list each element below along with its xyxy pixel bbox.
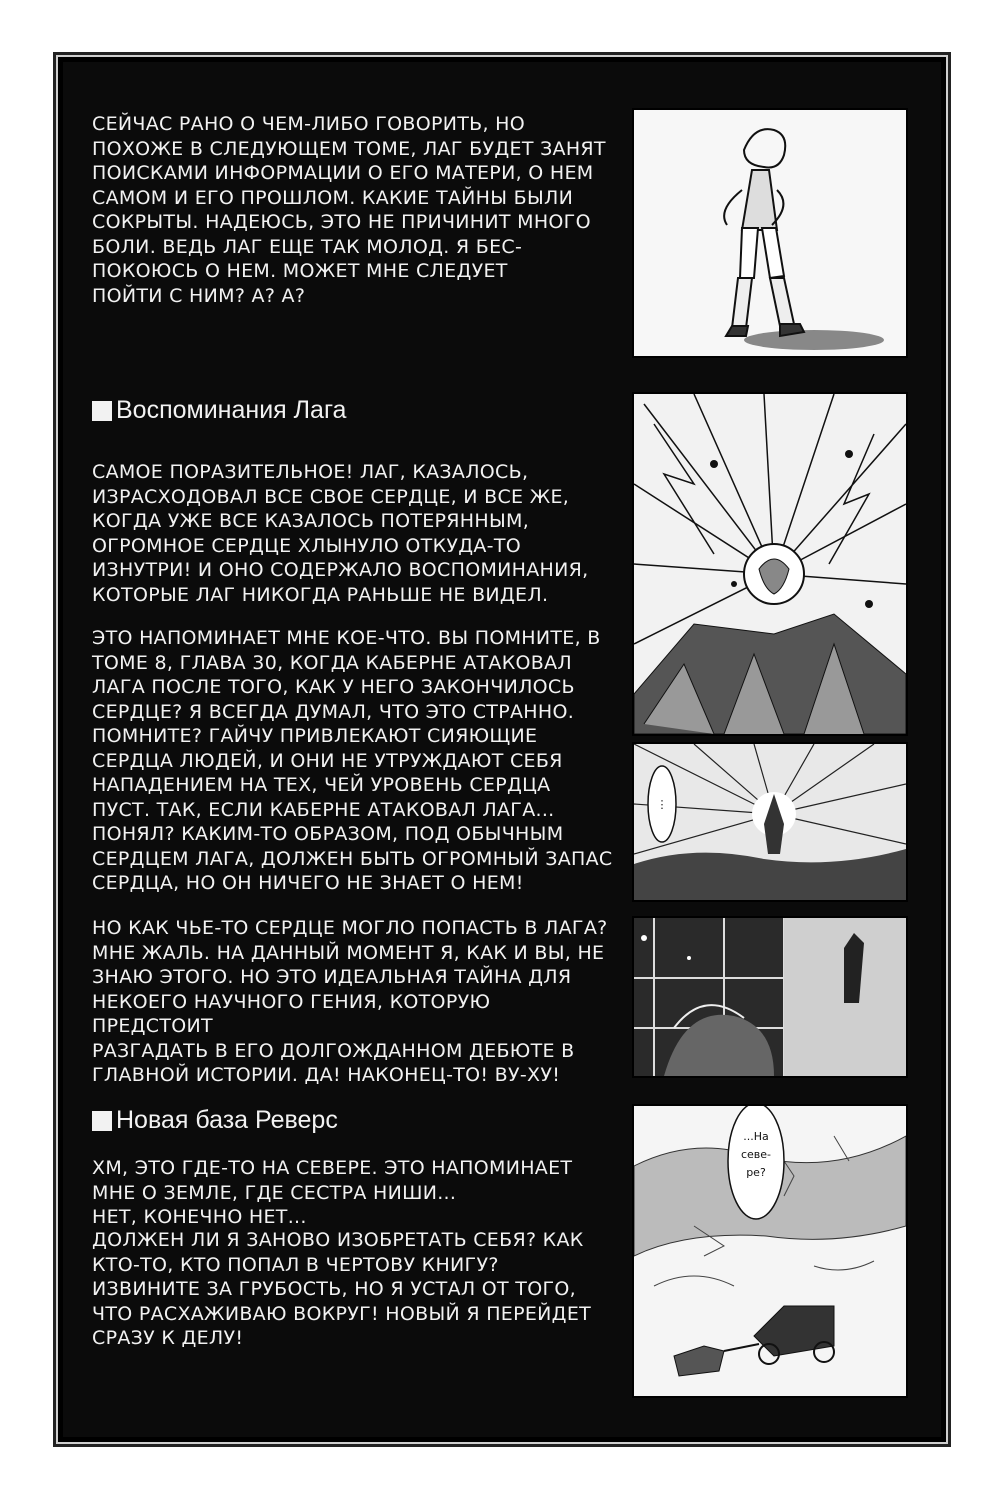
heading-square-icon [92,1111,112,1131]
carriage-north-illustration [634,1106,906,1396]
bubble-line-3: ре? [746,1166,766,1179]
section1-paragraph-3: НО КАК ЧЬЕ-ТО СЕРДЦЕ МОГЛО ПОПАСТЬ В ЛАГА? МНЕ ЖАЛЬ. НА ДАННЫЙ МОМЕНТ Я, КАК И ВЫ, НЕ ЗНАЮ ЭТОГО. НО ЭТО ИДЕАЛЬНАЯ ТАЙНА ДЛЯ НЕКОЕГО НАУЧНОГО ГЕНИЯ, КОТОРУЮ ПРЕДСТОИТ РАЗГАДАТЬ В ЕГО ДОЛГОЖДАННОМ ДЕБЮТЕ В ГЛАВНОЙ ИСТОРИИ. ДА! НАКОНЕЦ-ТО! ВУ-ХУ! [92,917,608,1086]
section1-paragraph-2: ЭТО НАПОМИНАЕТ МНЕ КОЕ-ЧТО. ВЫ ПОМНИТЕ, В ТОМЕ 8, ГЛАВА 30, КОГДА КАБЕРНЕ АТАКОВАЛ ЛАГА ПОСЛЕ ТОГО, КАК У НЕГО ЗАКОНЧИЛОСЬ СЕРДЦЕ? Я ВСЕГДА ДУМАЛ, ЧТО ЭТО СТРАННО. ПОМНИТЕ? ГАЙЧУ ПРИВЛЕКАЮТ СИЯЮЩИЕ СЕРДЦА ЛЮДЕЙ, И ОНИ НЕ УТРУЖДАЮТ СЕБЯ НАПАДЕНИЕМ НА ТЕХ, ЧЕЙ УРОВЕНЬ СЕРДЦА ПУСТ. ТАК, ЕСЛИ КАБЕРНЕ АТАКОВАЛ ЛАГА... ПОНЯЛ? КАКИМ-ТО ОБРАЗОМ, ПОД ОБЫЧНЫМ СЕРДЦЕМ ЛАГА, ДОЛЖЕН БЫТЬ ОГРОМНЫЙ ЗАПАС СЕРДЦА, НО ОН НИЧЕГО НЕ ЗНАЕТ О НЕМ! [92,627,613,894]
heading-square-icon [92,401,112,421]
section1-paragraph-1: САМОЕ ПОРАЗИТЕЛЬНОЕ! ЛАГ, КАЗАЛОСЬ, ИЗРАСХОДОВАЛ ВСЕ СВОЕ СЕРДЦЕ, И ВСЕ ЖЕ, КОГДА УЖЕ ВСЕ КАЗАЛОСЬ ПОТЕРЯННЫМ, ОГРОМНОЕ СЕРДЦЕ ХЛЫНУЛО ОТКУДА-ТО ИЗНУТРИ! И ОНО СОДЕРЖАЛО ВОСПОМИНАНИЯ, КОТОРЫЕ ЛАГ НИКОГДА РАНЬШЕ НЕ ВИДЕЛ. [92,461,589,606]
svg-text:⋮: ⋮ [656,798,668,811]
manga-panel-window-night [632,916,908,1078]
bubble-line-1: ...На [743,1130,769,1143]
manga-panel-carriage-north [632,1104,908,1398]
section-heading-lag-memories [92,396,346,425]
intro-text: СЕЙЧАС РАНО О ЧЕМ-ЛИБО ГОВОРИТЬ, НО ПОХОЖЕ В СЛЕДУЮЩЕМ ТОМЕ, ЛАГ БУДЕТ ЗАНЯТ ПОИСКАМИ ИНФОРМАЦИИ О ЕГО МАТЕРИ, О НЕМ САМОМ И ЕГО ПРОШЛОМ. КАКИЕ ТАЙНЫ БЫЛИ СОКРЫТЫ. НАДЕЮСЬ, ЭТО НЕ ПРИЧИНИТ МНОГО БОЛИ. ВЕДЬ ЛАГ ЕЩЕ ТАК МОЛОД. Я БЕС- ПОКОЮСЬ О НЕМ. МОЖЕТ МНЕ СЛЕДУЕТ ПОЙТИ С НИМ? А? А? [92,113,606,307]
section2-paragraph-1: ХМ, ЭТО ГДЕ-ТО НА СЕВЕРЕ. ЭТО НАПОМИНАЕТ МНЕ О ЗЕМЛЕ, ГДЕ СЕСТРА НИШИ... НЕТ, КОНЕЧНО НЕТ... [92,1157,573,1228]
manga-panel-heart-burst [632,392,908,736]
manga-panel-light-rays [632,742,908,902]
section-heading-text: Воспоминания Лага [116,396,347,424]
window-night-illustration [634,918,906,1076]
section2-paragraph-2: ДОЛЖЕН ЛИ Я ЗАНОВО ИЗОБРЕТАТЬ СЕБЯ? КАК КТО-ТО, КТО ПОПАЛ В ЧЕРТОВУ КНИГУ? ИЗВИНИТЕ ЗА ГРУБОСТЬ, НО Я УСТАЛ ОТ ТОГО, ЧТО РАСХАЖИВАЮ ВОКРУГ! НОВЫЙ Я ПЕРЕЙДЕТ СРАЗУ К ДЕЛУ! [92,1229,592,1349]
light-rays-illustration [634,744,906,900]
standing-boy-illustration [634,110,906,356]
section-heading-text: Новая база Реверс [116,1106,338,1134]
section-heading-reverse-base [92,1106,338,1135]
manga-panel-standing-boy [632,108,908,358]
heart-burst-illustration [634,394,906,734]
bubble-line-2: севе- [740,1148,772,1161]
